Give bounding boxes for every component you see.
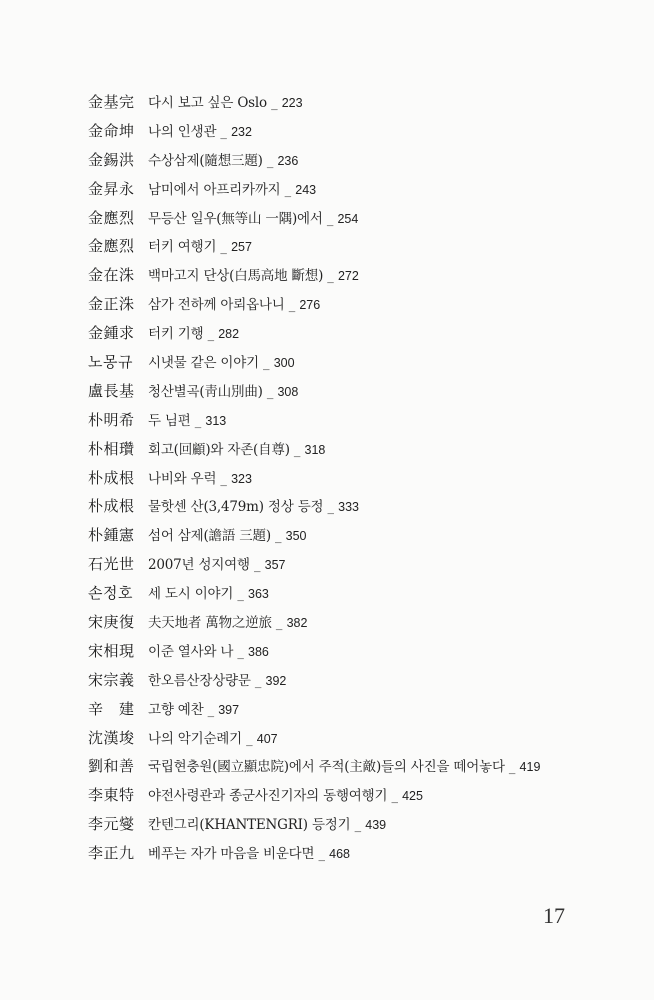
- toc-entry: [88, 495, 608, 524]
- toc-title: 회고(回顧)와 자존(自尊): [148, 441, 290, 458]
- toc-entry: [88, 553, 608, 582]
- toc-separator: _: [289, 442, 305, 458]
- toc-author: 宋相現: [88, 641, 135, 660]
- toc-separator: _: [323, 500, 339, 516]
- toc-author: 金應烈: [88, 237, 135, 256]
- toc-page: 407: [256, 731, 278, 746]
- toc-page: 276: [299, 298, 321, 313]
- toc-title: 夫天地者 萬物之逆旅: [148, 615, 272, 632]
- toc-author: 노몽규: [88, 353, 133, 372]
- toc-page: 363: [248, 587, 269, 602]
- toc-author: 宋庚復: [88, 613, 135, 632]
- toc-title: 청산별곡(靑山別曲): [148, 383, 263, 400]
- toc-page: 439: [365, 818, 387, 833]
- toc-separator: _: [203, 702, 219, 718]
- toc-entry: [88, 467, 608, 496]
- toc-page: 425: [402, 789, 423, 804]
- toc-entry: [88, 351, 608, 380]
- toc-entry: [88, 698, 608, 727]
- toc-page: 257: [231, 240, 252, 255]
- toc-author: 金錫洪: [88, 150, 135, 169]
- toc-entry: [88, 582, 608, 611]
- toc-entry: [88, 438, 608, 467]
- toc-page: 308: [277, 384, 299, 399]
- toc-author: 朴明希: [88, 410, 135, 429]
- toc-page: 419: [519, 760, 541, 775]
- toc-page: 357: [264, 558, 286, 573]
- toc-author: 李元燮: [88, 815, 135, 834]
- toc-author: 金應烈: [88, 208, 135, 227]
- toc-page: 333: [338, 500, 360, 515]
- toc-entry: [88, 669, 608, 698]
- toc-page: 468: [329, 847, 350, 862]
- toc-title: 삼가 전하께 아뢰옵나니: [148, 297, 285, 314]
- toc-separator: _: [280, 182, 296, 198]
- toc-entry: [88, 322, 608, 351]
- toc-entry: [88, 409, 608, 438]
- toc-title: 나비와 우럭: [148, 470, 217, 487]
- toc-author: 金昇永: [88, 179, 135, 198]
- toc-author: 朴相瓚: [88, 439, 135, 458]
- page-number: 17: [543, 903, 565, 928]
- toc-title: 백마고지 단상(白馬高地 斷想): [148, 268, 324, 285]
- toc-entry: [88, 91, 608, 120]
- toc-separator: _: [241, 731, 257, 747]
- toc-page: 232: [231, 124, 252, 139]
- toc-author: 辛 建: [88, 699, 135, 718]
- toc-title: 무등산 일우(無等山 一隅)에서: [148, 210, 323, 227]
- table-of-contents: [88, 91, 608, 871]
- toc-entry: [88, 149, 608, 178]
- toc-page: 392: [265, 673, 287, 688]
- toc-separator: _: [190, 413, 206, 429]
- toc-author: 石光世: [88, 555, 135, 574]
- toc-page: 313: [205, 413, 227, 428]
- toc-separator: _: [284, 298, 300, 314]
- toc-title: 칸텐그리(KHANTENGRI) 등정기: [148, 817, 351, 834]
- toc-entry: [88, 293, 608, 322]
- toc-title: 다시 보고 싶은 Oslo: [148, 95, 267, 111]
- toc-page: 318: [304, 442, 326, 457]
- toc-separator: _: [216, 240, 232, 256]
- toc-separator: _: [387, 789, 403, 805]
- toc-entry: [88, 727, 608, 756]
- toc-separator: _: [250, 673, 266, 689]
- toc-title: 고향 예찬: [148, 701, 204, 718]
- toc-separator: _: [323, 269, 338, 285]
- toc-page: 282: [218, 327, 240, 342]
- toc-title: 남미에서 아프리카까지: [148, 181, 281, 198]
- toc-separator: _: [262, 153, 278, 169]
- toc-title: 물핫센 산(3,479m) 정상 등정: [148, 499, 324, 516]
- toc-title: 이준 열사와 나: [148, 643, 234, 660]
- toc-title: 시냇물 같은 이야기: [148, 355, 259, 372]
- toc-entry: [88, 178, 608, 207]
- toc-title: 한오름산장상량문: [148, 672, 251, 689]
- toc-title: 섬어 삼제(譫語 三題): [148, 528, 271, 545]
- toc-separator: _: [233, 644, 248, 660]
- toc-title: 국립현충원(國立顯忠院)에서 주적(主敵)들의 사진을 떼어놓다: [148, 759, 505, 776]
- toc-title: 야전사령관과 종군사진기자의 동행여행기: [148, 788, 388, 805]
- toc-page: 300: [273, 356, 295, 371]
- toc-separator: _: [350, 818, 366, 834]
- toc-title: 나의 악기순례기: [148, 730, 242, 747]
- toc-author: 沈漢埈: [88, 728, 135, 747]
- toc-title: 2007년 성지여행: [148, 557, 250, 574]
- toc-page: 323: [231, 471, 252, 486]
- toc-author: 손정호: [88, 584, 133, 603]
- toc-entry: [88, 842, 608, 871]
- toc-entry: [88, 207, 608, 236]
- toc-author: 朴成根: [88, 468, 135, 487]
- toc-entry: [88, 380, 608, 409]
- toc-title: 수상삼제(隨想三題): [148, 152, 263, 169]
- toc-separator: _: [216, 124, 232, 140]
- toc-separator: _: [262, 384, 278, 400]
- toc-title: 베푸는 자가 마음을 비운다면: [148, 846, 315, 863]
- toc-author: 朴鍾憲: [88, 526, 135, 545]
- toc-author: 李正九: [88, 844, 135, 863]
- toc-page: 350: [285, 529, 307, 544]
- toc-separator: _: [258, 356, 274, 372]
- toc-title: 나의 인생관: [148, 123, 217, 140]
- toc-author: 劉和善: [88, 757, 135, 776]
- toc-separator: _: [249, 558, 265, 574]
- toc-page: 254: [337, 211, 359, 226]
- toc-title: 터키 여행기: [148, 239, 217, 256]
- toc-author: 盧長基: [88, 381, 135, 400]
- toc-separator: _: [216, 471, 232, 487]
- toc-title: 두 님편: [148, 412, 191, 429]
- toc-page: 386: [248, 644, 269, 659]
- toc-entry: [88, 120, 608, 149]
- toc-separator: _: [271, 616, 287, 632]
- toc-entry: [88, 264, 608, 293]
- toc-author: 金正洙: [88, 295, 135, 314]
- toc-entry: [88, 813, 608, 842]
- toc-separator: _: [504, 760, 520, 776]
- toc-author: 金在洙: [88, 266, 135, 285]
- toc-page: 236: [277, 153, 299, 168]
- toc-entry: [88, 524, 608, 553]
- toc-separator: _: [314, 847, 330, 863]
- toc-entry: [88, 784, 608, 813]
- toc-separator: _: [266, 96, 282, 111]
- toc-author: 宋宗義: [88, 670, 135, 689]
- toc-page: 397: [218, 702, 240, 717]
- toc-separator: _: [270, 529, 286, 545]
- toc-title: 터키 기행: [148, 326, 204, 343]
- toc-separator: _: [203, 327, 219, 343]
- toc-author: 李東特: [88, 786, 135, 805]
- toc-author: 朴成根: [88, 497, 135, 516]
- toc-page: 272: [337, 269, 359, 284]
- toc-title: 세 도시 이야기: [148, 586, 234, 603]
- toc-entry: [88, 640, 608, 669]
- toc-separator: _: [233, 587, 248, 603]
- toc-entry: [88, 611, 608, 640]
- toc-page: 223: [281, 96, 303, 110]
- toc-author: 金命坤: [88, 121, 135, 140]
- toc-page: 243: [295, 182, 317, 197]
- toc-entry: [88, 235, 608, 264]
- toc-entry: [88, 755, 608, 784]
- toc-author: 金鍾求: [88, 324, 135, 343]
- toc-author: 金基完: [88, 93, 135, 111]
- toc-separator: _: [322, 211, 338, 227]
- toc-page: 382: [286, 616, 308, 631]
